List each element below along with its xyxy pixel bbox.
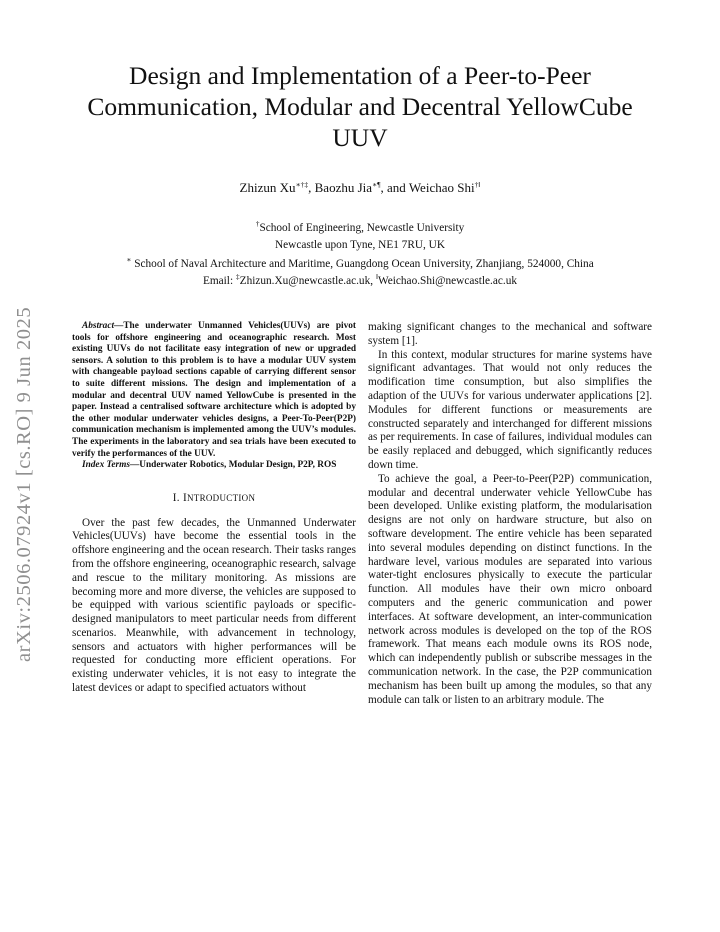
- right-column: [368, 321, 652, 707]
- author-emails: [40, 274, 680, 288]
- email-mark: ‖: [375, 272, 378, 281]
- section-title-rest: NTRODUCTION: [186, 492, 256, 503]
- section-number: I.: [172, 491, 183, 504]
- author-marks: ∗¶: [372, 180, 381, 189]
- author-separator: , and: [380, 180, 409, 195]
- abstract-label: Abstract: [82, 321, 115, 331]
- intro-paragraph: In this context, modular structures for marine systems have significant advantages. That would not only reduces the modification time consumption, but also simplifies the adaption of the UUVs for various underwater applications [2]. Modules for different functions or measurements are constructed separately and interchanged for different missions as per requirements. In case of failures, individual modules can be easily replaced and debugged, which significantly reduces down time.: [368, 348, 652, 471]
- author-name: Weichao Shi: [408, 180, 475, 195]
- intro-paragraph: Over the past few decades, the Unmanned Underwater Vehicles(UUVs) have become the essential tools in the offshore engineering and the ocean research. Their tasks ranges from the offshore engineering, oceanographic research, salvage and rescue to the military monitoring. As missions are becoming more and more diverse, the vehicles are supposed to be equipped with various scientific payloads or specific-designed manipulators to meet particular needs from different scenarios. Meanwhile, with advancement in technology, sensors and actuators with higher performances will be requested for conducting more efficient operations. For existing underwater vehicles, it is not easy to integrate the latest devices or adapt to specified actuators without: [72, 516, 356, 695]
- arxiv-identifier: arXiv:2506.07924v1 [cs.RO] 9 Jun 2025: [13, 306, 35, 662]
- affiliation-naval: [40, 257, 680, 271]
- email-mark: ‡: [235, 272, 240, 281]
- affiliation-text: School of Engineering, Newcastle University: [259, 222, 465, 234]
- author-list: [60, 180, 660, 196]
- index-terms-text: —Underwater Robotics, Modular Design, P2P, ROS: [129, 460, 337, 471]
- affiliation-mark: †: [255, 219, 260, 228]
- author-name: Baozhu Jia: [314, 180, 373, 195]
- index-terms-label: Index Terms: [82, 460, 130, 471]
- affiliation-text: School of Naval Architecture and Maritime, Guangdong Ocean University, Zhanjiang, 524000, China: [134, 258, 594, 270]
- abstract-text: —The underwater Unmanned Vehicles(UUVs) are pivot tools for offshore engineering and oceanographic research. Most existing UUVs do not facilitate easy integration of new or upgraded sensors. A solution to this problem is to have a modular UUV system with changeable payload sections capable of carrying different sensor to suite different missions. The design and implementation of a modular and decentral UUV named YellowCube is presented in the paper. Instead a centralised software architecture which is adopted by the other modular underwater vehicles designs, a Peer-To-Peer(P2P) communication mechanism is implemented among the UUV’s modules. The experiments in the laboratory and sea trials have been executed to verify the performances of the UUV.: [72, 321, 356, 459]
- left-column: [72, 321, 356, 696]
- section-heading: [72, 492, 356, 506]
- author-marks: ∗†‡: [295, 180, 309, 189]
- intro-paragraph: To achieve the goal, a Peer-to-Peer(P2P) communication, modular and decentral underwater vehicle YellowCube has been developed. Unlike existing platform, the modularisation designs are not only on hardware structure, but also on software development. The entire vehicle has been separated into several modules depending on distinct functions. In the hardware level, various modules are separated into various water-tight enclosures physically to execute the particular function. All modules have their own micro onboard computers and the generic communication and power interfaces. At software development, an inter-communication network across modules is developed on the top of the ROS framework. That means each module owns its ROS node, which can independently publish or subscribe messages in the communication network. In the case, the P2P communication mechanism has been built up among the modules, so that any module can talk or listen to an arbitrary module. The: [368, 472, 652, 706]
- section-title-initial: I: [182, 491, 187, 504]
- abstract: [72, 321, 356, 472]
- paper-title: Design and Implementation of a Peer-to-Peer Communication, Modular and Decentral YellowCube UUV: [87, 61, 633, 152]
- author-marks: †‖: [474, 180, 481, 189]
- email-link[interactable]: Weichao.Shi@newcastle.ac.uk: [377, 275, 518, 287]
- email-link[interactable]: Zhizun.Xu@newcastle.ac.uk,: [239, 275, 374, 287]
- affiliation-mark: ∗: [126, 255, 132, 264]
- intro-paragraph-continued: making significant changes to the mechanical and software system [1].: [368, 321, 652, 347]
- author-name: Zhizun Xu: [239, 180, 296, 195]
- affiliation-engineering: [40, 221, 680, 235]
- affiliation-address: Newcastle upon Tyne, NE1 7RU, UK: [275, 239, 445, 251]
- email-label: Email:: [202, 275, 236, 287]
- author-separator: ,: [308, 180, 315, 195]
